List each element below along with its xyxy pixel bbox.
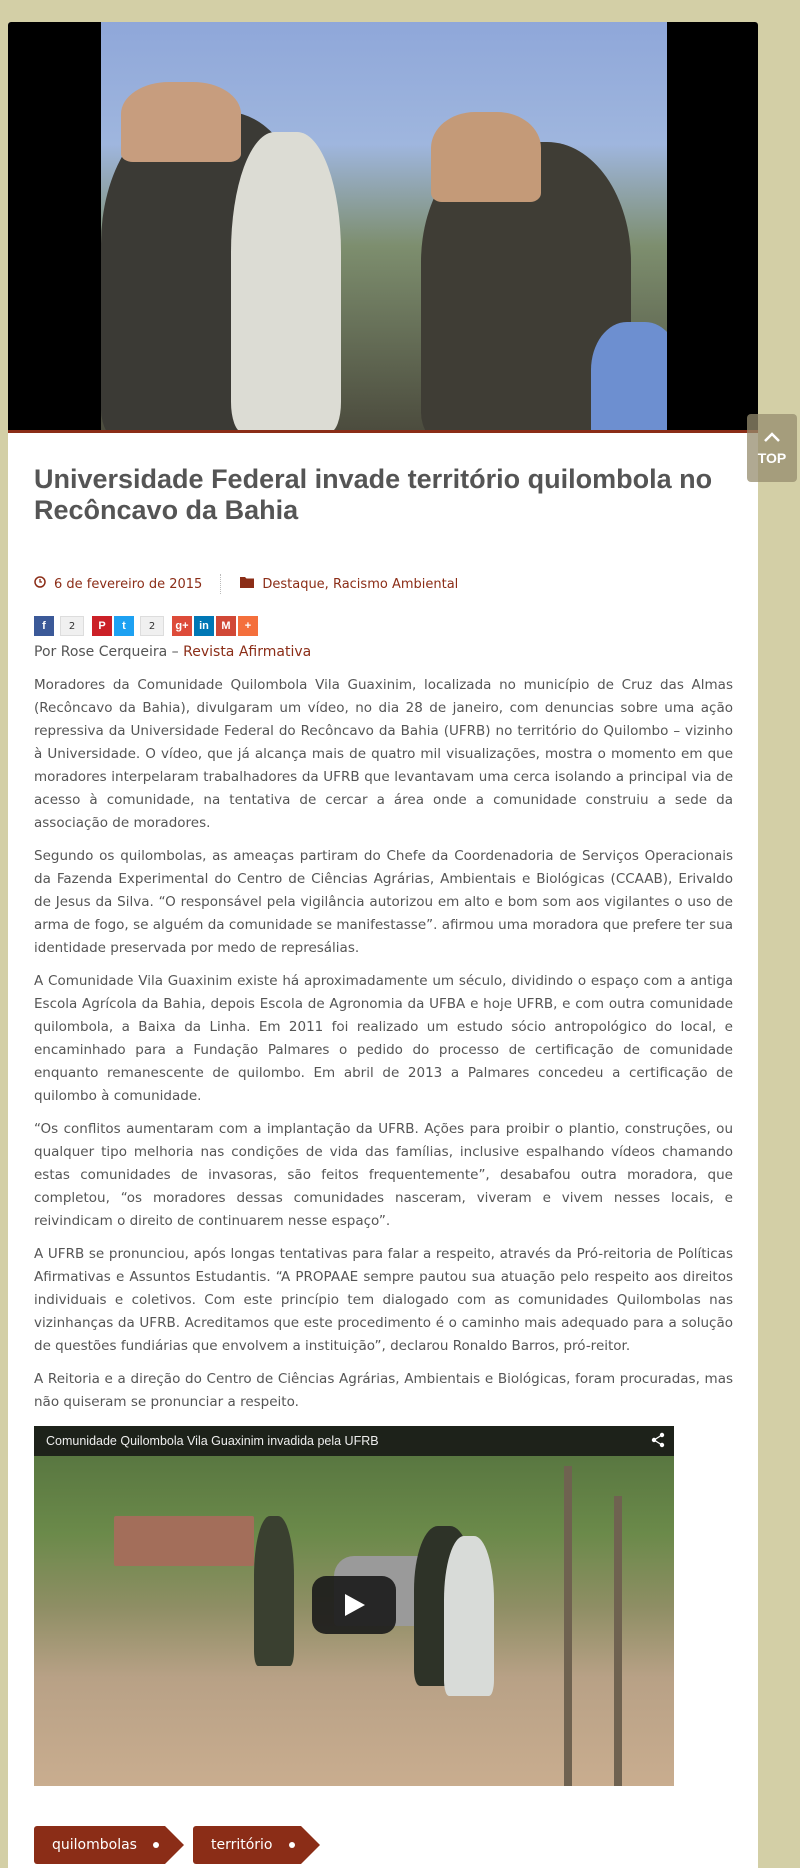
video-title[interactable]: Comunidade Quilombola Vila Guaxinim invadida pela UFRB: [46, 1434, 379, 1448]
featured-image-still: [101, 22, 667, 430]
clock-icon: [34, 576, 46, 592]
more-icon[interactable]: +: [238, 616, 258, 636]
tag-label: território: [210, 1837, 273, 1853]
article-paragraph: Moradores da Comunidade Quilombola Vila Guaxinim, localizada no município de Cruz das Almas (Recôncavo da Bahia), divulgaram um vídeo, no dia 28 de janeiro, com denuncias sobre uma ação repressiva da Universidade Federal do Recôncavo da Bahia (UFRB) no território do Quilombo – vizinho à Universidade. O vídeo, que já alcança mais de quatro mil visualizações, mostra o momento em que moradores interpelaram trabalhadores da UFRB que levantavam uma cerca isolando a principal via de acesso à comunidade, na tentativa de cercar a área onde a comunidade construiu a sede da associação de moradores.: [34, 677, 733, 831]
pinterest-icon[interactable]: P: [92, 616, 112, 636]
byline-prefix: Por Rose Cerqueira –: [34, 644, 184, 660]
linkedin-icon[interactable]: in: [194, 616, 214, 636]
video-title-bar: [34, 1426, 674, 1456]
byline-source-link[interactable]: Revista Afirmativa: [183, 644, 312, 660]
byline: [34, 644, 311, 660]
tag-hole: [289, 1842, 295, 1848]
article-paragraph: A Reitoria e a direção do Centro de Ciências Agrárias, Ambientais e Biológicas, foram procuradas, mas não quiseram se pronunciar a respeito.: [34, 1371, 733, 1410]
article-body: [34, 674, 733, 1424]
article-paragraph: A Comunidade Vila Guaxinim existe há aproximadamente um século, dividindo o espaço com a antiga Escola Agrícola da Bahia, depois Escola de Agronomia da UFBA e hoje UFRB, e com outra comunidade quilombola, a Baixa da Linha. Em 2011 foi realizado um estudo sócio antropológico do local, e encaminhado para a Fundação Palmares o pedido do processo de certificação de comunidade enquanto remanescente de quilombo. Em abril de 2013 a Palmares concedeu a certificação de quilombo à comunidade.: [34, 973, 733, 1104]
twitter-icon[interactable]: t: [114, 616, 134, 636]
tag-territorio[interactable]: [193, 1826, 301, 1864]
post-meta: [34, 574, 458, 594]
facebook-icon[interactable]: f: [34, 616, 54, 636]
tag-hole: [153, 1842, 159, 1848]
post-title: Universidade Federal invade território quilombola no Recôncavo da Bahia: [34, 464, 713, 525]
folder-icon: [240, 576, 254, 592]
top-label: TOP: [757, 450, 787, 466]
article-paragraph: “Os conflitos aumentaram com a implantação da UFRB. Ações para proibir o plantio, construções, ou qualquer tipo melhoria nas condições de vida das famílias, inclusive espalhando vídeos chamando estas comunidades de invasoras, são feitos frequentemente”, desabafou outra moradora, que completou, “os moradores dessas comunidades nasceram, viveram e vivem nesses locais, e reivindicam o direito de continuarem nesse espaço”.: [34, 1121, 733, 1229]
googleplus-icon[interactable]: g+: [172, 616, 192, 636]
post-card: [8, 22, 758, 1868]
embedded-video[interactable]: [34, 1426, 674, 1786]
article-paragraph: Segundo os quilombolas, as ameaças partiram do Chefe da Coordenadoria de Serviços Operacionais da Fazenda Experimental do Centro de Ciências Agrárias, Ambientais e Biológicas (CCAAB), Erivaldo de Jesus da Silva. “O responsável pela vigilância autorizou em alto e bom som aos vigilantes o uso de arma de fogo, se alguém da comunidade se manifestasse”. afirmou uma moradora que prefere ter sua identidade preservada por medo de represálias.: [34, 848, 733, 956]
play-button[interactable]: [312, 1576, 396, 1634]
chevron-up-icon: [764, 430, 780, 446]
gmail-icon[interactable]: M: [216, 616, 236, 636]
scroll-to-top-button[interactable]: [747, 414, 797, 482]
twitter-count: 2: [140, 616, 164, 636]
share-bar: [34, 616, 260, 636]
video-share-icon[interactable]: [650, 1432, 666, 1452]
facebook-count: 2: [60, 616, 84, 636]
post-categories[interactable]: Destaque, Racismo Ambiental: [262, 576, 459, 592]
article-paragraph: A UFRB se pronunciou, após longas tentativas para falar a respeito, através da Pró-reitoria de Políticas Afirmativas e Assuntos Estudantis. “A PROPAAE sempre pautou sua atuação pelo respeito aos direitos individuais e coletivos. Com este princípio tem dialogado com as comunidades Quilombolas nas vizinhanças da UFRB. Acreditamos que este procedimento é o caminho mais adequado para a solução de questões fundiárias que envolvem a instituição”, declarou Ronaldo Barros, pró-reitor.: [34, 1246, 733, 1354]
featured-image: [8, 22, 758, 433]
tag-list: [34, 1826, 329, 1864]
tag-quilombolas[interactable]: [34, 1826, 165, 1864]
tag-label: quilombolas: [52, 1837, 137, 1853]
meta-divider: [220, 574, 222, 594]
post-date[interactable]: 6 de fevereiro de 2015: [54, 576, 203, 592]
